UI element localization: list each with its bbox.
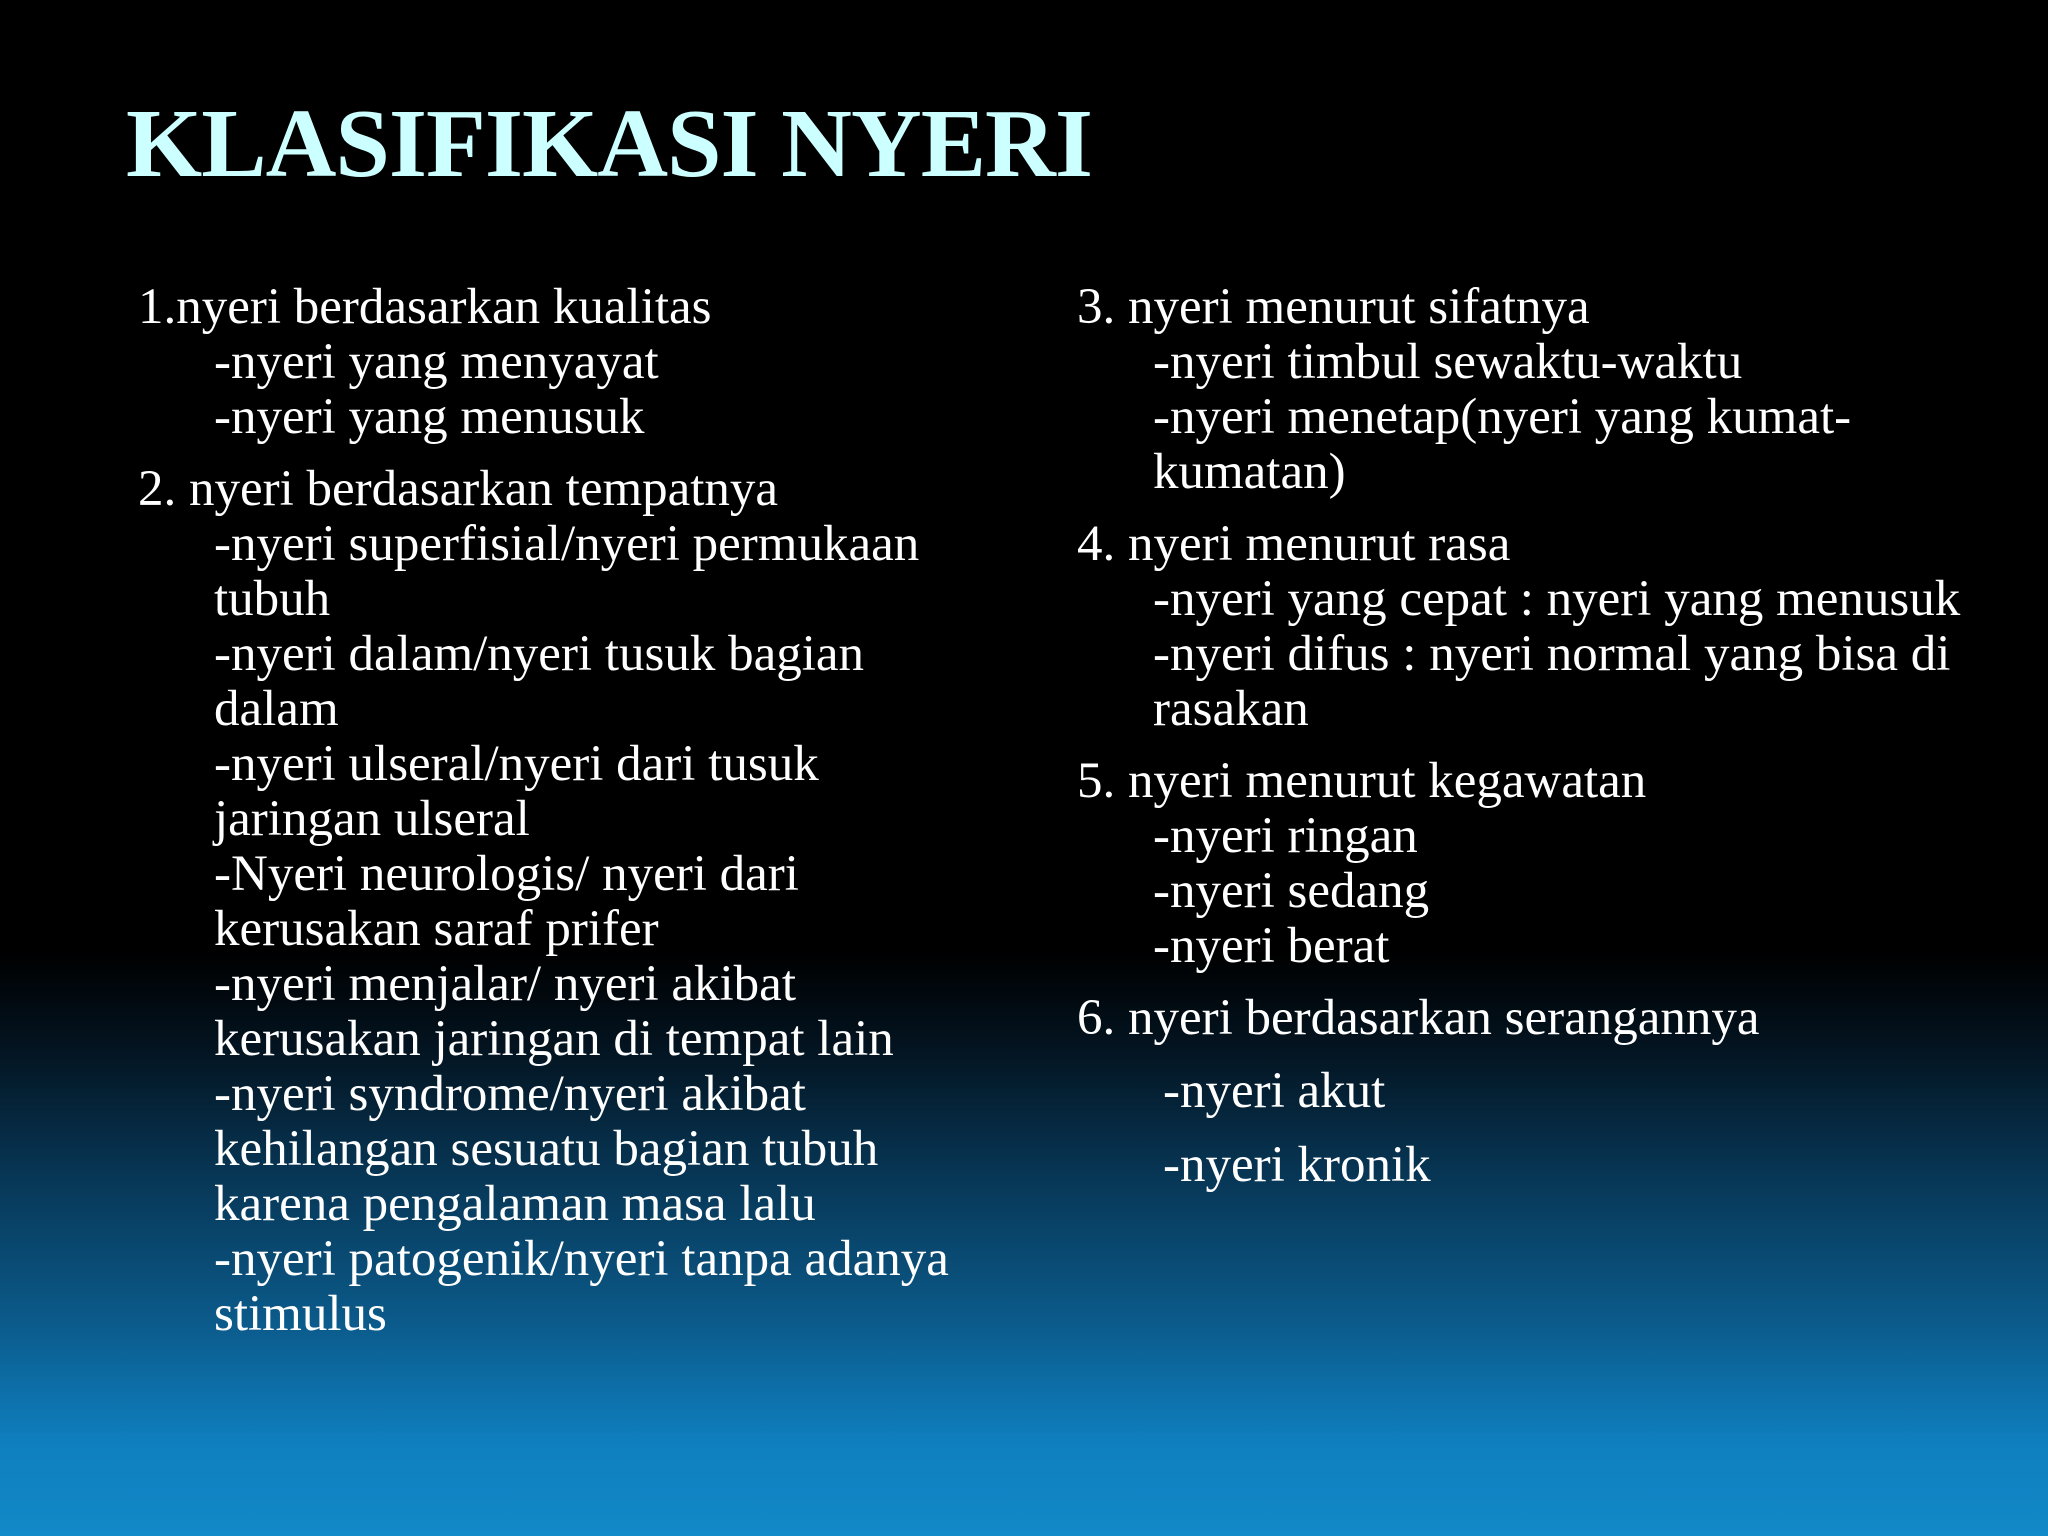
group-items xyxy=(1077,1064,1977,1193)
group-item: -nyeri timbul sewaktu-waktu xyxy=(1153,334,1743,390)
group-item: -Nyeri neurologis/ nyeri dari kerusakan saraf prifer xyxy=(214,846,799,957)
group-heading: 4. nyeri menurut rasa xyxy=(1077,516,1511,572)
group-heading: 1.nyeri berdasarkan kualitas xyxy=(138,279,712,335)
group-item: -nyeri dalam/nyeri tusuk bagian dalam xyxy=(214,626,865,737)
group-item: -nyeri difus : nyeri normal yang bisa di rasakan xyxy=(1153,626,1951,737)
group-item: -nyeri ulseral/nyeri dari tusuk jaringan ulseral xyxy=(214,736,819,847)
group-item: -nyeri akut xyxy=(1163,1063,1386,1119)
group-heading: 5. nyeri menurut kegawatan xyxy=(1077,753,1647,809)
classification-group-3 xyxy=(1077,280,1977,500)
classification-group-1 xyxy=(138,280,998,445)
group-items xyxy=(138,517,998,1342)
group-items xyxy=(1077,809,1977,974)
classification-group-6 xyxy=(1077,991,1977,1193)
group-heading: 3. nyeri menurut sifatnya xyxy=(1077,279,1590,335)
group-items xyxy=(138,335,998,445)
left-column xyxy=(138,280,998,1342)
group-item: -nyeri superfisial/nyeri permukaan tubuh xyxy=(214,516,920,627)
group-heading: 2. nyeri berdasarkan tempatnya xyxy=(138,461,779,517)
classification-group-4 xyxy=(1077,517,1977,737)
group-item: -nyeri menetap(nyeri yang kumat-kumatan) xyxy=(1153,389,1852,500)
group-item: -nyeri patogenik/nyeri tanpa adanya stimulus xyxy=(214,1231,949,1342)
group-item: -nyeri menjalar/ nyeri akibat kerusakan jaringan di tempat lain xyxy=(214,956,894,1067)
group-item: -nyeri kronik xyxy=(1163,1137,1431,1193)
classification-group-2 xyxy=(138,462,998,1342)
group-heading: 6. nyeri berdasarkan serangannya xyxy=(1077,990,1760,1046)
slide-title: KLASIFIKASI NYERI xyxy=(126,90,1092,198)
group-item: -nyeri yang menusuk xyxy=(214,389,645,445)
group-items xyxy=(1077,335,1977,500)
group-item: -nyeri syndrome/nyeri akibat kehilangan sesuatu bagian tubuh karena pengalaman masa lalu xyxy=(214,1066,879,1232)
group-item: -nyeri berat xyxy=(1153,918,1390,974)
group-items xyxy=(1077,572,1977,737)
group-item: -nyeri yang menyayat xyxy=(214,334,659,390)
group-item: -nyeri sedang xyxy=(1153,863,1430,919)
right-column xyxy=(1077,280,1977,1193)
group-item: -nyeri ringan xyxy=(1153,808,1418,864)
group-item: -nyeri yang cepat : nyeri yang menusuk xyxy=(1153,571,1961,627)
classification-group-5 xyxy=(1077,754,1977,974)
